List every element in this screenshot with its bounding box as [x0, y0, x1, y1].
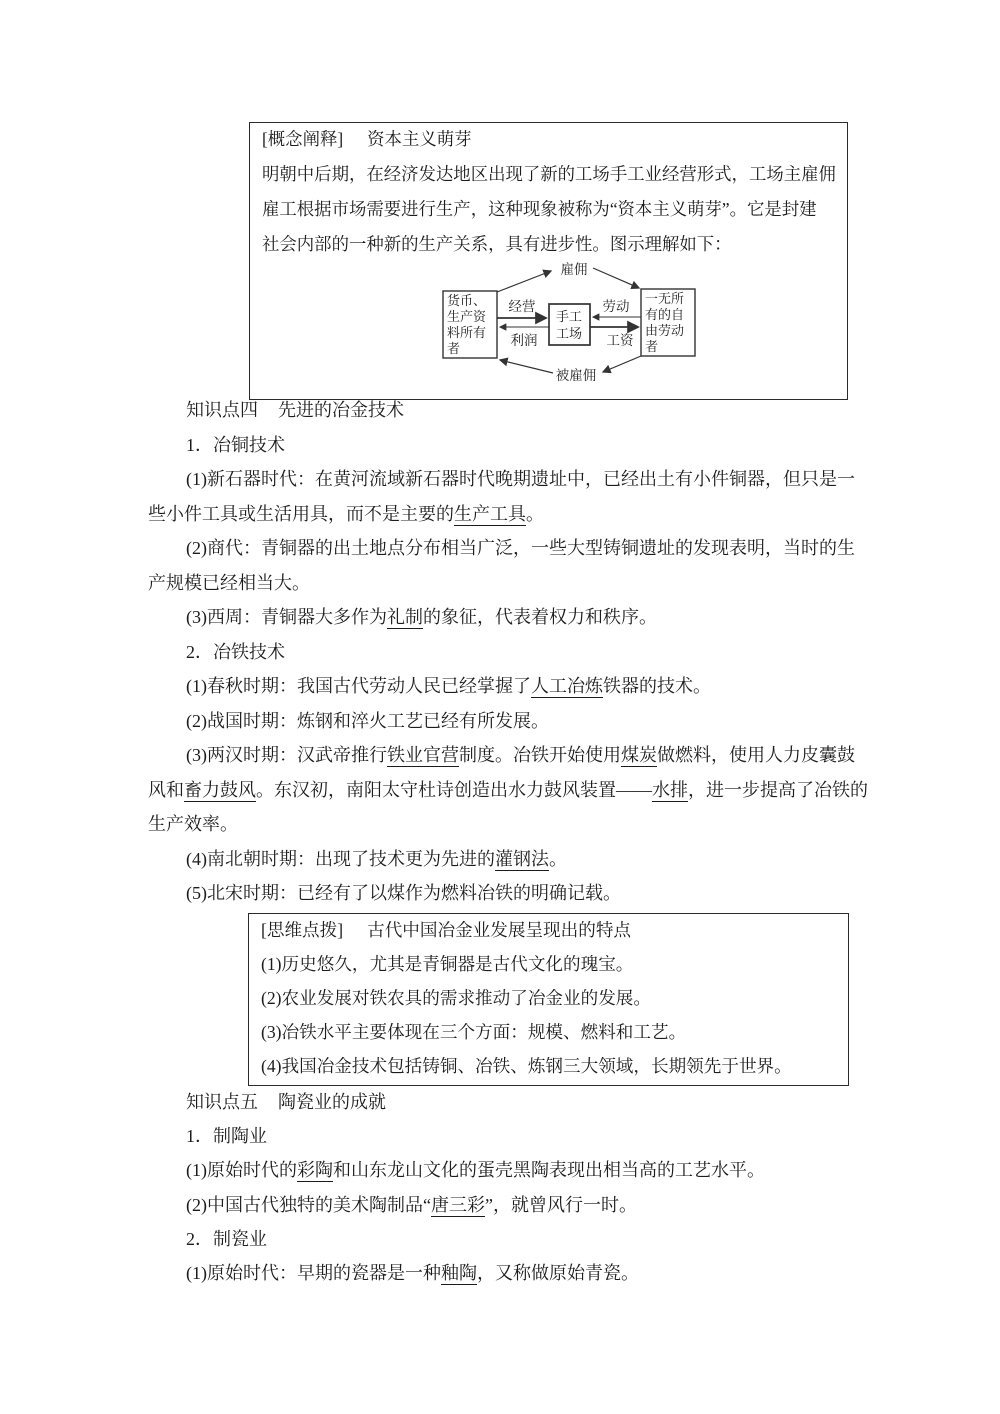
diagram-laborer-text: 由劳动	[645, 323, 685, 338]
capitalism-diagram	[435, 253, 700, 391]
diagram-workshop-text: 手工	[555, 309, 583, 324]
employ-arrow-left	[497, 271, 551, 292]
kp5-sub2: 2．制瓷业	[186, 1229, 267, 1249]
employ-label: 雇佣	[560, 262, 588, 277]
kp4-heading-num: 知识点四	[186, 400, 258, 420]
concept-box-tag: [概念阐释]	[262, 129, 344, 149]
diagram-owner-text: 者	[447, 341, 461, 356]
kp5-sub1: 1．制陶业	[186, 1126, 267, 1146]
tip-box-line: (2)农业发展对铁农具的需求推动了冶金业的发展。	[261, 988, 651, 1008]
tip-box-title-line	[261, 919, 631, 941]
diagram-workshop-text: 工场	[555, 326, 583, 341]
kp4-sub1: 1．冶铜技术	[186, 435, 285, 455]
concept-box-title: 资本主义萌芽	[367, 129, 472, 149]
concept-box-line: 社会内部的一种新的生产关系，具有进步性。图示理解如下：	[262, 234, 732, 254]
body-line: (2)中国古代独特的美术陶制品“唐三彩”，就曾风行一时。	[186, 1195, 637, 1215]
diagram-laborer-text: 者	[645, 339, 659, 354]
concept-box	[249, 122, 848, 400]
kp5-heading-title: 陶瓷业的成就	[278, 1092, 386, 1112]
manage-label: 经营	[508, 299, 536, 314]
diagram-owner-text: 料所有	[447, 325, 487, 340]
labor-label: 劳动	[602, 299, 630, 314]
employed-label: 被雇佣	[555, 368, 597, 383]
diagram-laborer-text: 有的自	[645, 307, 685, 322]
concept-box-line: 明朝中后期，在经济发达地区出现了新的工场手工业经营形式，工场主雇佣	[262, 164, 836, 184]
tip-box	[248, 913, 849, 1086]
body-line: (4)南北朝时期：出现了技术更为先进的灌钢法。	[186, 849, 567, 869]
kp4-sub2: 2．冶铁技术	[186, 642, 285, 662]
profit-label: 利润	[510, 333, 538, 348]
body-line: 些小件工具或生活用具，而不是主要的生产工具。	[148, 504, 544, 524]
concept-box-title-line	[262, 128, 472, 150]
body-line: 产规模已经相当大。	[148, 573, 310, 593]
diagram-owner-text: 生产资	[447, 309, 487, 324]
tip-box-title: 古代中国冶金业发展呈现出的特点	[367, 920, 632, 940]
employed-arrow-right	[603, 356, 641, 372]
body-line: (2)战国时期：炼钢和淬火工艺已经有所发展。	[186, 711, 549, 731]
body-line: 生产效率。	[148, 814, 238, 834]
body-line: (1)春秋时期：我国古代劳动人民已经掌握了人工冶炼铁器的技术。	[186, 676, 711, 696]
employ-arrow-right	[593, 268, 639, 288]
tip-box-line: (1)历史悠久，尤其是青铜器是古代文化的瑰宝。	[261, 954, 634, 974]
body-line: (1)原始时代的彩陶和山东龙山文化的蛋壳黑陶表现出相当高的工艺水平。	[186, 1160, 765, 1180]
kp5-heading	[148, 1091, 386, 1113]
kp4-heading-title: 先进的冶金技术	[278, 400, 404, 420]
body-line: (2)商代：青铜器的出土地点分布相当广泛，一些大型铸铜遗址的发现表明，当时的生	[186, 538, 855, 558]
kp5-heading-num: 知识点五	[186, 1092, 258, 1112]
tip-box-line: (3)冶铁水平主要体现在三个方面：规模、燃料和工艺。	[261, 1022, 687, 1042]
diagram-owner-text: 货币、	[447, 293, 487, 308]
diagram-laborer-text: 一无所	[645, 291, 685, 306]
body-line: 风和畜力鼓风。东汉初，南阳太守杜诗创造出水力鼓风装置——水排，进一步提高了冶铁的	[148, 780, 868, 800]
tip-box-line: (4)我国冶金技术包括铸铜、冶铁、炼钢三大领域，长期领先于世界。	[261, 1056, 792, 1076]
body-line: (3)西周：青铜器大多作为礼制的象征，代表着权力和秩序。	[186, 607, 657, 627]
employed-arrow-left	[500, 360, 553, 373]
body-line: (1)原始时代：早期的瓷器是一种釉陶，又称做原始青瓷。	[186, 1263, 639, 1283]
concept-box-line: 雇工根据市场需要进行生产，这种现象被称为“资本主义萌芽”。它是封建	[262, 199, 817, 219]
wage-label: 工资	[606, 333, 634, 348]
tip-box-tag: [思维点拨]	[261, 920, 344, 940]
body-line: (5)北宋时期：已经有了以煤作为燃料冶铁的明确记载。	[186, 883, 621, 903]
body-line: (1)新石器时代：在黄河流域新石器时代晚期遗址中，已经出土有小件铜器，但只是一	[186, 469, 855, 489]
kp4-heading	[148, 399, 404, 421]
body-line: (3)两汉时期：汉武帝推行铁业官营制度。冶铁开始使用煤炭做燃料，使用人力皮囊鼓	[186, 745, 855, 765]
